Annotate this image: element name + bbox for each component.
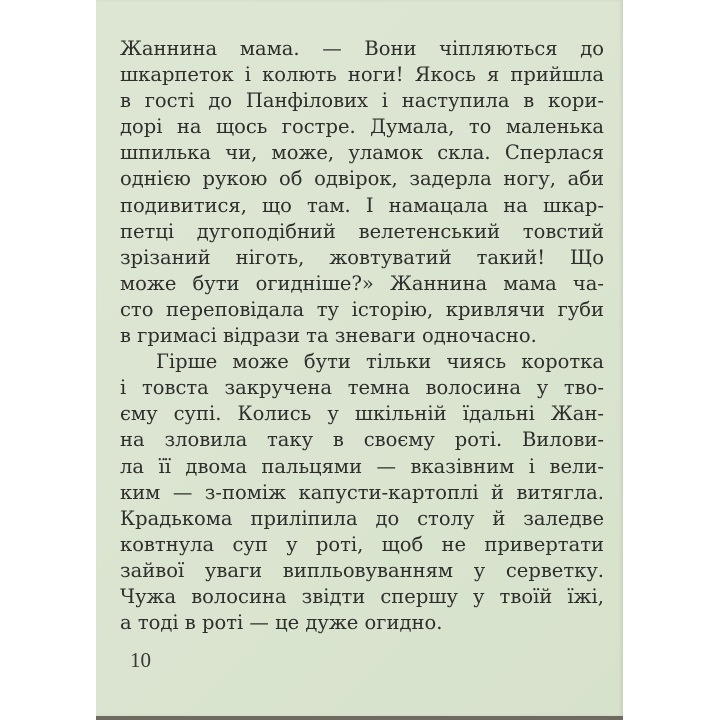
text-line: шкарпеток і колють ноги! Якось я прийшла — [120, 63, 604, 87]
text-line: ла її двома пальцями — вказівним і вели- — [120, 454, 604, 478]
text-line: на зловила таку в своєму роті. Вилови- — [120, 428, 604, 452]
text-line: шпилька чи, може, уламок скла. Сперлася — [120, 141, 604, 165]
page-edge-shadow — [96, 716, 623, 720]
text-line: зрізаний ніготь, жовтуватий такий! Що — [120, 245, 604, 269]
text-line: однією рукою об одвірок, задерла ногу, аби — [120, 167, 604, 191]
text-line: ким — з-поміж капусти-картоплі й витягла. — [120, 480, 604, 504]
text-line: дорі на щось гостре. Думала, то маленька — [120, 115, 604, 139]
page-number: 10 — [130, 648, 151, 672]
text-line: Жаннина мама. — Вони чіпляються до — [120, 37, 604, 60]
text-line: петці дугоподібний велетенський товстий — [120, 219, 604, 243]
text-line: Крадькома приліпила до столу й заледве — [120, 506, 604, 530]
text-line: а тоді в роті — це дуже огидно. — [120, 611, 443, 635]
text-line: ковтнула суп у роті, щоб не привертати — [120, 532, 604, 556]
text-line: Гірше може бути тільки чиясь коротка — [156, 350, 604, 374]
text-line: сто переповідала ту історію, кривлячи губи — [120, 297, 604, 321]
text-line: в гості до Панфілових і наступила в кори- — [120, 89, 604, 113]
text-line: і товста закручена темна волосина у тво- — [120, 376, 604, 400]
text-line: подивитися, що там. І намацала на шкар- — [120, 193, 604, 217]
book-page — [96, 0, 623, 716]
body-text — [120, 36, 604, 636]
text-line: в гримасі відрази та зневаги одночасно. — [120, 324, 537, 348]
text-line: єму супі. Колись у шкільній їдальні Жан- — [120, 402, 604, 426]
text-line: може бути огидніше?» Жаннина мама ча- — [120, 271, 604, 295]
text-line: зайвої уваги випльовуванням у серветку. — [120, 558, 604, 582]
text-line: Чужа волосина звідти спершу у твоїй їжі, — [120, 584, 604, 608]
